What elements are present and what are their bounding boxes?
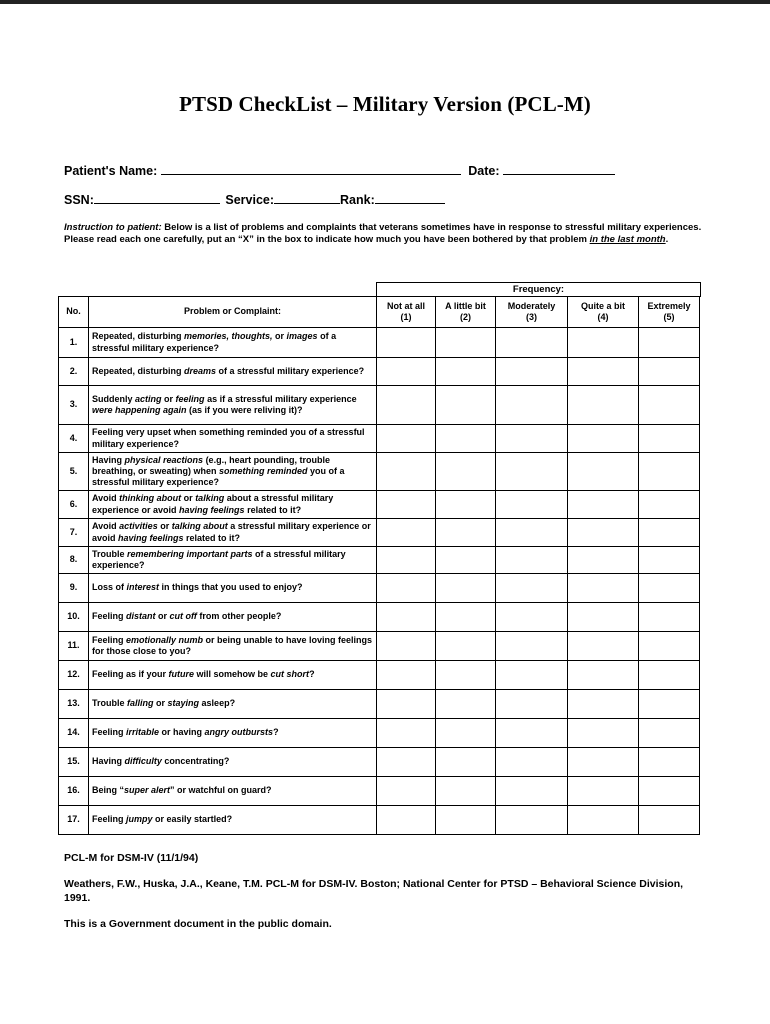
problem-text: Being “super alert” or watchful on guard? — [89, 777, 377, 806]
rating-box-4[interactable] — [568, 491, 639, 519]
rating-box-4[interactable] — [568, 719, 639, 748]
ssn-label: SSN: — [64, 193, 94, 207]
problem-text: Feeling emotionally numb or being unable to have loving feelings for those close to you? — [89, 632, 377, 661]
rating-box-4[interactable] — [568, 519, 639, 547]
problem-text: Having difficulty concentrating? — [89, 748, 377, 777]
col-header-c5-score: (5) — [663, 312, 675, 322]
row-number: 9. — [59, 574, 89, 603]
ssn-service-rank-row — [64, 191, 445, 207]
table-row — [59, 661, 700, 690]
table-row — [59, 719, 700, 748]
rating-box-3[interactable] — [496, 690, 568, 719]
patient-name-row — [64, 162, 615, 178]
table-header-row — [59, 297, 700, 328]
row-number: 6. — [59, 491, 89, 519]
rating-box-5[interactable] — [639, 491, 700, 519]
table-row — [59, 519, 700, 547]
rating-box-2[interactable] — [436, 574, 496, 603]
footer-public-domain: This is a Government document in the public domain. — [64, 918, 332, 930]
problem-text: Feeling as if your future will somehow be cut short? — [89, 661, 377, 690]
rating-box-1[interactable] — [377, 547, 436, 574]
rating-box-4[interactable] — [568, 690, 639, 719]
instruction-body: Below is a list of problems and complaints that veterans sometimes have in response to stressful military experiences. Please read each one carefully, put an “X” in the box to indicate how much you have been bothered by that problem — [64, 222, 702, 245]
table-row — [59, 574, 700, 603]
row-number: 3. — [59, 386, 89, 425]
col-header-c4-label: Quite a bit — [580, 300, 625, 311]
table-row — [59, 690, 700, 719]
date-label: Date: — [468, 164, 500, 178]
row-number: 12. — [59, 661, 89, 690]
instruction-end: . — [665, 234, 669, 245]
document-title: PTSD CheckList – Military Version (PCL-M) — [179, 92, 591, 116]
problem-text: Avoid activities or talking about a stressful military experience or avoid having feelings related to it? — [89, 519, 377, 547]
instruction-lead: Instruction to patient: — [64, 222, 162, 233]
rank-field[interactable] — [375, 191, 445, 204]
rating-box-1[interactable] — [377, 519, 436, 547]
rating-box-5[interactable] — [639, 386, 700, 425]
col-header-no — [59, 297, 89, 328]
rating-box-2[interactable] — [436, 690, 496, 719]
row-number: 13. — [59, 690, 89, 719]
rating-box-1[interactable] — [377, 632, 436, 661]
rating-box-3[interactable] — [496, 777, 568, 806]
row-number: 15. — [59, 748, 89, 777]
rating-box-4[interactable] — [568, 748, 639, 777]
row-number: 16. — [59, 777, 89, 806]
problem-text: Loss of interest in things that you used to enjoy? — [89, 574, 377, 603]
rating-box-3[interactable] — [496, 328, 568, 358]
rating-box-2[interactable] — [436, 328, 496, 358]
ssn-field[interactable] — [94, 191, 220, 204]
rating-box-4[interactable] — [568, 574, 639, 603]
rating-box-1[interactable] — [377, 719, 436, 748]
problem-text: Repeated, disturbing memories, thoughts, or images of a stressful military experience? — [89, 328, 377, 358]
rating-box-4[interactable] — [568, 328, 639, 358]
rating-box-2[interactable] — [436, 632, 496, 661]
rating-box-3[interactable] — [496, 425, 568, 453]
rating-box-1[interactable] — [377, 453, 436, 491]
table-row — [59, 491, 700, 519]
problem-text: Feeling distant or cut off from other people? — [89, 603, 377, 632]
rating-box-3[interactable] — [496, 547, 568, 574]
rating-box-3[interactable] — [496, 519, 568, 547]
symptom-rows — [59, 328, 700, 835]
rating-box-5[interactable] — [639, 632, 700, 661]
rating-box-1[interactable] — [377, 690, 436, 719]
problem-text: Trouble remembering important parts of a stressful military experience? — [89, 547, 377, 574]
rating-box-3[interactable] — [496, 603, 568, 632]
rating-box-3[interactable] — [496, 574, 568, 603]
row-number: 7. — [59, 519, 89, 547]
row-number: 4. — [59, 425, 89, 453]
rating-box-5[interactable] — [639, 748, 700, 777]
table-row — [59, 748, 700, 777]
frequency-header: Frequency: — [376, 282, 701, 297]
table-row — [59, 358, 700, 386]
rating-box-3[interactable] — [496, 661, 568, 690]
col-header-no-label: No. — [66, 306, 81, 317]
col-header-problem — [89, 297, 377, 328]
rating-box-3[interactable] — [496, 748, 568, 777]
rating-box-5[interactable] — [639, 453, 700, 491]
table-row — [59, 425, 700, 453]
col-header-c1-score: (1) — [400, 312, 412, 322]
rating-box-5[interactable] — [639, 661, 700, 690]
col-header-a-little-bit — [436, 297, 496, 328]
rating-box-5[interactable] — [639, 806, 700, 835]
problem-text: Trouble falling or staying asleep? — [89, 690, 377, 719]
rating-box-4[interactable] — [568, 661, 639, 690]
problem-text: Having physical reactions (e.g., heart pounding, trouble breathing, or sweating) when something reminded you of a stressful military experience? — [89, 453, 377, 491]
table-row — [59, 453, 700, 491]
rating-box-1[interactable] — [377, 425, 436, 453]
patient-name-field[interactable] — [161, 162, 461, 175]
table-row — [59, 806, 700, 835]
rating-box-3[interactable] — [496, 632, 568, 661]
rating-box-2[interactable] — [436, 358, 496, 386]
rating-box-1[interactable] — [377, 491, 436, 519]
rating-box-3[interactable] — [496, 806, 568, 835]
footer-version: PCL-M for DSM-IV (11/1/94) — [64, 852, 199, 864]
rating-box-4[interactable] — [568, 777, 639, 806]
footer-citation: Weathers, F.W., Huska, J.A., Keane, T.M. PCL-M for DSM-IV. Boston; National Center for PTSD – Behavioral Science Division, 1991. — [64, 878, 684, 904]
rating-box-5[interactable] — [639, 425, 700, 453]
rating-box-4[interactable] — [568, 632, 639, 661]
rating-box-2[interactable] — [436, 519, 496, 547]
rating-box-2[interactable] — [436, 661, 496, 690]
rating-box-1[interactable] — [377, 777, 436, 806]
rating-box-5[interactable] — [639, 547, 700, 574]
rank-label: Rank: — [340, 193, 375, 207]
rating-box-1[interactable] — [377, 748, 436, 777]
table-row — [59, 603, 700, 632]
col-header-c5-label: Extremely — [647, 300, 691, 311]
rating-box-2[interactable] — [436, 806, 496, 835]
problem-text: Feeling jumpy or easily startled? — [89, 806, 377, 835]
row-number: 17. — [59, 806, 89, 835]
rating-box-5[interactable] — [639, 358, 700, 386]
row-number: 8. — [59, 547, 89, 574]
rating-box-3[interactable] — [496, 358, 568, 386]
row-number: 2. — [59, 358, 89, 386]
rating-box-5[interactable] — [639, 519, 700, 547]
col-header-c2-label: A little bit — [445, 300, 486, 311]
col-header-not-at-all — [377, 297, 436, 328]
service-label: Service: — [225, 193, 275, 207]
symptom-table — [58, 296, 700, 835]
patient-name-label: Patient's Name: — [64, 164, 158, 178]
instruction-timeframe: in the last month — [589, 234, 666, 245]
rating-box-4[interactable] — [568, 547, 639, 574]
rating-box-2[interactable] — [436, 777, 496, 806]
rating-box-1[interactable] — [377, 328, 436, 358]
rating-box-1[interactable] — [377, 806, 436, 835]
col-header-moderately — [496, 297, 568, 328]
rating-box-2[interactable] — [436, 719, 496, 748]
rating-box-5[interactable] — [639, 690, 700, 719]
rating-box-4[interactable] — [568, 806, 639, 835]
rating-box-4[interactable] — [568, 386, 639, 425]
rating-box-3[interactable] — [496, 453, 568, 491]
row-number: 11. — [59, 632, 89, 661]
rating-box-3[interactable] — [496, 719, 568, 748]
problem-text: Feeling irritable or having angry outbursts? — [89, 719, 377, 748]
rating-box-2[interactable] — [436, 386, 496, 425]
rating-box-2[interactable] — [436, 425, 496, 453]
problem-text: Avoid thinking about or talking about a stressful military experience or avoid having feelings related to it? — [89, 491, 377, 519]
table-row — [59, 632, 700, 661]
col-header-c1-label: Not at all — [386, 300, 425, 311]
col-header-c3-label: Moderately — [507, 300, 556, 311]
col-header-c3-score: (3) — [526, 312, 537, 322]
col-header-quite-a-bit — [568, 297, 639, 328]
rating-box-5[interactable] — [639, 574, 700, 603]
rating-box-4[interactable] — [568, 358, 639, 386]
table-row — [59, 547, 700, 574]
col-header-extremely — [639, 297, 700, 328]
rating-box-1[interactable] — [377, 386, 436, 425]
problem-text: Suddenly acting or feeling as if a stressful military experience were happening again (as if you were reliving it)? — [89, 386, 377, 425]
col-header-problem-label: Problem or Complaint: — [183, 306, 281, 317]
rating-box-5[interactable] — [639, 328, 700, 358]
date-field[interactable] — [503, 162, 615, 175]
rating-box-1[interactable] — [377, 661, 436, 690]
rating-box-1[interactable] — [377, 603, 436, 632]
rating-box-2[interactable] — [436, 748, 496, 777]
rating-box-2[interactable] — [436, 453, 496, 491]
rating-box-3[interactable] — [496, 491, 568, 519]
rating-box-5[interactable] — [639, 777, 700, 806]
row-number: 10. — [59, 603, 89, 632]
table-row — [59, 777, 700, 806]
rating-box-1[interactable] — [377, 358, 436, 386]
rating-box-2[interactable] — [436, 603, 496, 632]
rating-box-2[interactable] — [436, 491, 496, 519]
rating-box-5[interactable] — [639, 603, 700, 632]
rating-box-5[interactable] — [639, 719, 700, 748]
problem-text: Repeated, disturbing dreams of a stressful military experience? — [89, 358, 377, 386]
rating-box-2[interactable] — [436, 547, 496, 574]
col-header-c4-score: (4) — [597, 312, 609, 322]
rating-box-4[interactable] — [568, 453, 639, 491]
rating-box-4[interactable] — [568, 425, 639, 453]
rating-box-3[interactable] — [496, 386, 568, 425]
patient-instructions — [64, 222, 704, 246]
rating-box-1[interactable] — [377, 574, 436, 603]
row-number: 5. — [59, 453, 89, 491]
table-row — [59, 386, 700, 425]
row-number: 14. — [59, 719, 89, 748]
row-number: 1. — [59, 328, 89, 358]
rating-box-4[interactable] — [568, 603, 639, 632]
col-header-c2-score: (2) — [460, 312, 471, 322]
table-row — [59, 328, 700, 358]
problem-text: Feeling very upset when something reminded you of a stressful military experience? — [89, 425, 377, 453]
service-field[interactable] — [274, 191, 340, 204]
